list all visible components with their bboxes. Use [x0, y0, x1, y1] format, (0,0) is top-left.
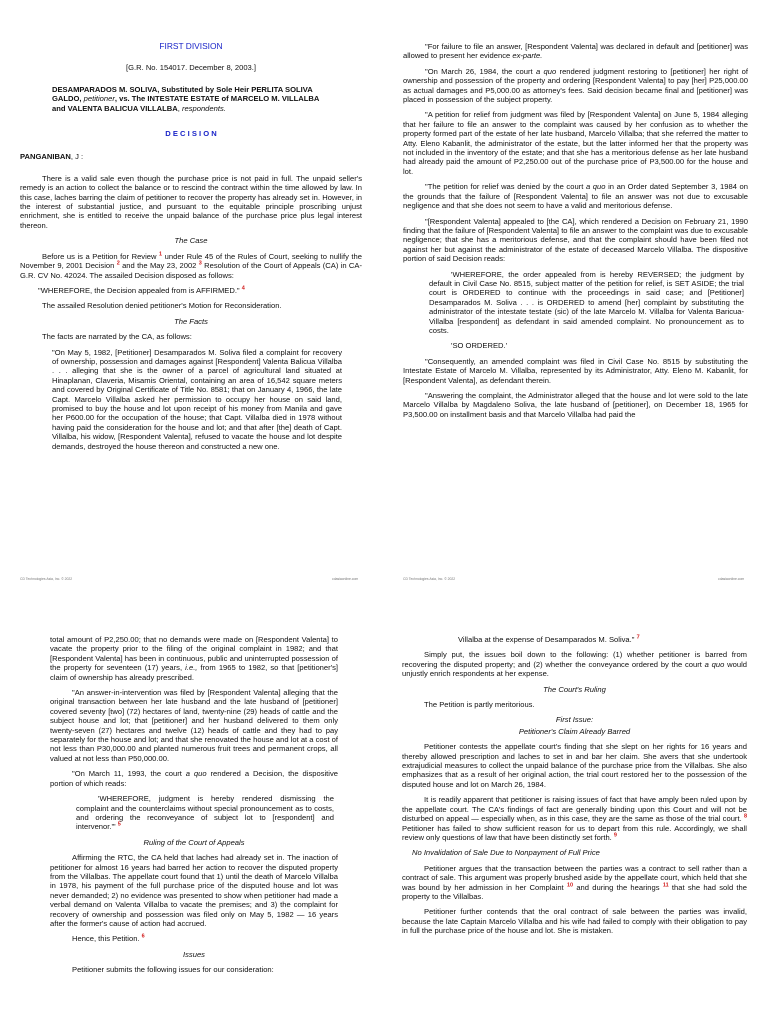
footnote-ref-6[interactable]: 6 [141, 933, 145, 940]
partly-meritorious: The Petition is partly meritorious. [424, 700, 535, 710]
intro-paragraph: There is a valid sale even though the purchase price is not paid in full. The unpaid seller's remedy is an action to collect the balance or to rescind the contract within the time allowed by law. In this case, laches barring the claim of petitioner to recover the property has already set in. However, in the interest of substantial justice, and pursuant to the equitable principle proscribing unjust enrichment, she is entitled to receive the unpaid balance of the purchase price plus legal interest thereon. [20, 173, 362, 230]
petition-paragraph: Before us is a Petition for Review $^1$ under Rule 45 of the Rules of Court, seeking to nullify the November 9, 2001 Decision $^2$ and the May 23, 2002 $^3$ Resolution of the Court of Appeals (CA) in CA-G.R. CV No. 42024. The assailed Decision disposed as follows: [20, 251, 362, 280]
page1-right-column [403, 42, 748, 425]
resolution-paragraph: The assailed Resolution denied petitioner's Motion for Reconsideration. [42, 301, 282, 311]
rtc-decision-paragraph: "On March 11, 1993, the court a quo rendered a Decision, the dispositive portion of which reads: [50, 769, 338, 788]
case-number: [G.R. No. 154017. December 8, 2003.] [125, 63, 256, 73]
section-heading-the-case: The Case [174, 236, 208, 246]
intervention-paragraph: "An answer-in-intervention was filed by [Respondent Valenta] alleging that the original transaction between her late husband and the late husband of [petitioner] covered seventy [two] (72) hectares of land, twenty-nine (29) heads of cattle and the subject house and lot; that [petitioner] and her husband delivered to them only twenty-seven (27) hectares and twelve (12) heads of cattle and they had to pay separately for the house and lot; and that she renovated the house and lot at a cost of not less than P30,000.00 and planted numerous fruit trees and permanent crops, all valued at not less than P50,000.00. [50, 688, 338, 763]
footnote-ref-5[interactable]: 5 [117, 821, 121, 828]
section-heading-issues: Issues [183, 949, 205, 959]
ca-dispositive-quote: 'WHEREFORE, the order appealed from is hereby REVERSED; the judgment by default in Civil Case No. 8515, subject matter of the petition for relief, is SET ASIDE; the trial court is ORDERED to continue with the proceedings in said case; and [Petitioner] Desamparados M. Soliva . . . is ORDERED to amend [her] complaint by substituting the administrator of the intestate testate (sic) of the late Marcelo M. Villalba for Valenta Baricua-Villalba [respondent] as defendant in said amended complaint. No pronouncement as to costs. [429, 269, 744, 335]
default-paragraph: "For failure to file an answer, [Respondent Valenta] was declared in default and [petitioner] was allowed to present her evidence ex-parte. [403, 42, 748, 61]
footnote-ref-10[interactable]: 10 [566, 882, 574, 888]
case-parties: DESAMPARADOS M. SOLIVA, Substituted by Sole Heir PERLITA SOLIVA GALDO, petitioner, vs. The INTESTATE ESTATE of MARCELO M. VILLALBA and VALENTA BALICUA VILLALBA, respondents. [52, 84, 320, 113]
administrator-answer-paragraph: "Answering the complaint, the Administrator alleged that the house and lot were sold to the late Marcelo Villalba by Magdaleno Soliva, the late husband of [petitioner], on December 18, 1965 for P3,500.00 on installment basis and that Marcelo Villalba had paid the [403, 391, 748, 419]
ponente: PANGANIBAN, J : [20, 152, 84, 162]
facts-quote: "On May 5, 1982, [Petitioner] Desamparados M. Soliva filed a complaint for recovery of ownership, possession and damages against [Respondent] Valenta Balicua Villalba . . . alleging that she is the owner of a parcel of agricultural land situated at Hinaplanan, Claveria, Misamis Oriental, containing an area of 16,542 square meters and covered by Original Certificate of Title No. 8581; that on January 4, 1966, the late Capt. Marcelo Villalba asked her permission to occupy her house on said land, promised to buy the house and lot upon receipt of his money from Manila and gave her P600.00 for the occupation of the house; that Capt. Villalba died in 1978 without having paid the consideration for the house and lot; and that after [the] death of Capt. Villalba, his widow, [Respondent Valenta], refused to vacate the house and lot despite demands, destroyed the house thereon and constructed a new one. [52, 347, 342, 451]
relief-denied-paragraph: "The petition for relief was denied by the court a quo in an Order dated September 3, 1984 on the grounds that the failure of [Respondent Valenta] to file an answer was not due to excusable negligence and that she does not seem to have a valid and meritorious defense. [403, 182, 748, 211]
appeal-paragraph: "[Respondent Valenta] appealed to [the CA], which rendered a Decision on February 21, 1990 finding that the failure of [Respondent Valenta] to file an answer to the complaint was due to excusable negligence; that she has a meritorious defense, and that the complaint should have been filed not against her but against the administrator of the estate of deceased Marcelo Villalba. The dispositive portion of said Decision reads: [403, 216, 748, 264]
rtc-dispositive-quote: 'WHEREFORE, judgment is hereby rendered dismissing the complaint and the counterclaims without special pronouncement as to costs, and ordering the reconveyance of subject lot to [respondent] and intervenor.'" $^5$ [76, 794, 334, 832]
section-heading-ca-ruling: Ruling of the Court of Appeals [143, 837, 245, 847]
footnote-ref-4[interactable]: 4 [241, 285, 245, 292]
ca-ruling-paragraph: Affirming the RTC, the CA held that laches had already set in. The inaction of petitioner for almost 16 years had barred her action to recover the disputed property from the Villalbas. The appellate court found that 1) until the death of Marcelo Villalba in 1978, his payment of the full purchase price of the disputed house and lot was never demanded; 2) no evidence was presented to show when petitioner had made a verbal demand on Valenta Villalba to vacate the premises; and 3) the complaint for recovery of ownership and possession was filed only on May 5, 1982 — 16 years after the former's cause of action had accrued. [50, 853, 338, 928]
footer-copyright-p2: CD Technologies Asia, Inc. © 2022 [403, 577, 456, 581]
footnote-ref-1[interactable]: 1 [159, 251, 163, 258]
first-issue-subheading: Petitioner's Claim Already Barred [518, 726, 631, 736]
issues-quote-end: Villalba at the expense of Desamparados M. Soliva." $^7$ [458, 634, 640, 644]
footnote-ref-11[interactable]: 11 [662, 882, 669, 888]
hence-petition: Hence, this Petition. $^6$ [72, 933, 145, 944]
judgment-paragraph: "On March 26, 1984, the court a quo rendered judgment restoring to [petitioner] her right of ownership and possession of the property and ordering [Respondent Valenta] to pay [her] P25,000.00 as actual damages and P5,000.00 as attorney's fees. Said decision became final and [petitioner] was placed in possession of the subject property. [403, 66, 748, 105]
footnote-ref-7[interactable]: 7 [636, 634, 640, 641]
footer-site-p1[interactable]: cdasiaonline.com [332, 577, 359, 581]
section-heading-the-facts: The Facts [174, 316, 208, 326]
facts-intro-paragraph: The facts are narrated by the CA, as follows: [42, 332, 192, 342]
footnote-ref-8[interactable]: 8 [743, 813, 747, 820]
issues-intro: Petitioner submits the following issues for our consideration: [72, 965, 274, 975]
first-issue-heading: First Issue: [555, 715, 594, 725]
contract-to-sell-paragraph: Petitioner argues that the transaction between the parties was a contract to sell rather than a contract of sale. This argument was properly brushed aside by the appellate court, which held that she was bound by her admission in her Complaint $^{10}$ and during the hearings $^{11}$ that she had sold the property to the Villalbas. [402, 863, 747, 901]
oral-contract-paragraph: Petitioner further contends that the oral contract of sale between the parties was invalid, because the late Captain Marcelo Villalba and his wife had failed to comply with their obligation to pay in full the purchase price of the house and lot. She is mistaken. [402, 907, 747, 936]
page2-right-column [402, 635, 747, 942]
footnote-ref-3[interactable]: 3 [198, 260, 202, 267]
no-invalidation-subheading: No Invalidation of Sale Due to Nonpayment of Full Price [412, 848, 600, 858]
footnote-ref-2[interactable]: 2 [116, 260, 120, 267]
section-heading-court-ruling: The Court's Ruling [543, 684, 606, 694]
decision-heading: D E C I S I O N [165, 129, 217, 139]
amended-complaint-paragraph: "Consequently, an amended complaint was filed in Civil Case No. 8515 by substituting the Intestate Estate of Marcelo M. Villalba, represented by its Administrator, Atty. Eleno M. Kabanlit, for [Respondent Valenta], as defendant therein. [403, 356, 748, 385]
page2-left-column [50, 635, 338, 981]
page1-left-column [20, 42, 362, 457]
petition-relief-paragraph: "A petition for relief from judgment was filed by [Respondent Valenta] on June 5, 1984 alleging that her failure to file an answer to the complaint was caused by her confusion as to whether the property formed part of the estate of her late husband, Marcelo Villalba; that she referred the matter to Atty. Eleno Kabanlit, the administrator of the estate, but the latter informed her that the property was not included in the inventory of the estate; and that she has a meritorious defense as her late husband had already paid the amount of P2,250.00 out of the purchase price of P3,500.00 for the house and lot. [403, 110, 748, 176]
decision-quote: "WHEREFORE, the Decision appealed from is AFFIRMED." $^4$ [38, 285, 245, 295]
continuation-paragraph: total amount of P2,250.00; that no demands were made on [Respondent Valenta] to vacate the property prior to the filing of the original complaint in 1982; and that [Respondent Valenta] has been in continuous, public and uninterrupted possession of the property for seventeen (17) years, i.e., from 1965 to 1982, so that [petitioner's] claim of ownership has already prescribed. [50, 635, 338, 682]
footnote-ref-9[interactable]: 9 [613, 832, 617, 839]
issues-of-fact-paragraph: It is readily apparent that petitioner is raising issues of fact that have amply been ruled upon by the appellate court. The CA's findings of fact are generally binding upon this Court and will not be disturbed on appeal — especially when, as in this case, they are the same as those of the trial court. $^8$ Petitioner has failed to show sufficient reason for us to depart from this rule. Accordingly, we shall review only questions of law that have been distinctly set forth. $^9$ [402, 795, 747, 842]
issues-summary: Simply put, the issues boil down to the following: (1) whether petitioner is barred from recovering the disputed property; and (2) whether the conveyance ordered by the court a quo would unjustly enrich respondents at her expense. [402, 650, 747, 679]
contests-paragraph: Petitioner contests the appellate court's finding that she slept on her rights for 16 years and thereby allowed prescription and laches to set in and bar her claim. She avers that she undertook extrajudicial measures to collect the unpaid balance of the purchase price from the Villalbas. She also emphasizes that as a result of her original action, the trial court restored her to the possession of the disputed house and lot on March 26, 1984. [402, 742, 747, 789]
footer-site-p2[interactable]: cdasiaonline.com [718, 577, 745, 581]
so-ordered: 'SO ORDERED.' [451, 341, 508, 351]
footer-copyright-p1: CD Technologies Asia, Inc. © 2022 [20, 577, 73, 581]
division-heading: FIRST DIVISION [159, 41, 223, 51]
